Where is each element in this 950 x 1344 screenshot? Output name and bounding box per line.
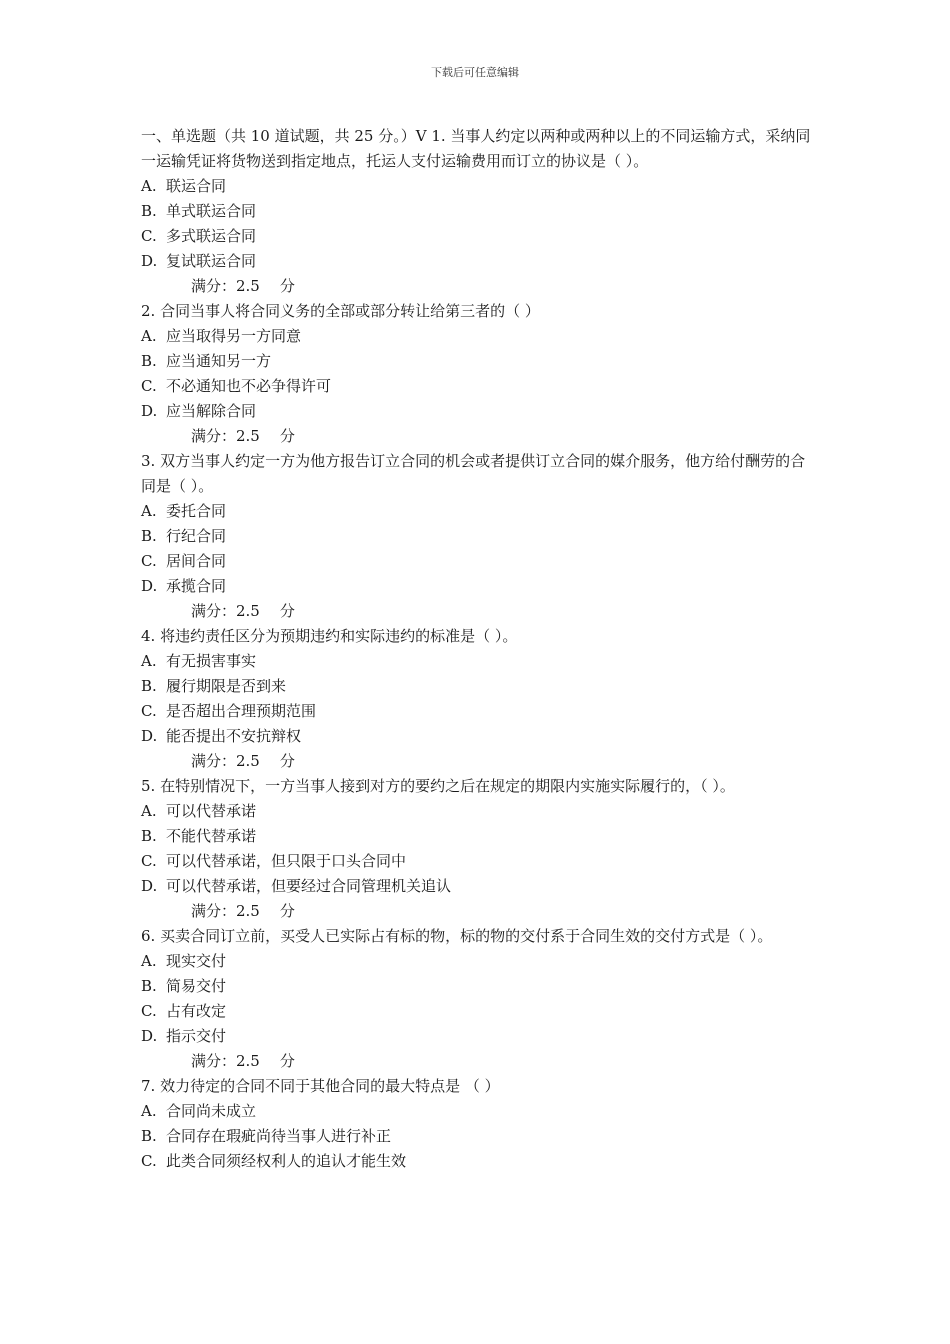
score-line: 满分：2.5 分 [191,602,295,620]
option-c: C. 此类合同须经权利人的追认才能生效 [141,1152,407,1170]
question-text: 4. 将违约责任区分为预期违约和实际违约的标准是（ ）。 [141,627,518,645]
question-text: 3. 双方当事人约定一方为他方报告订立合同的机会或者提供订立合同的媒介服务，他方给付酬劳的合同是（ ）。 [141,452,806,495]
option-c: C. 居间合同 [141,552,227,570]
question-text: 7. 效力待定的合同不同于其他合同的最大特点是 （ ） [141,1077,500,1095]
option-b: B. 行纪合同 [141,527,227,545]
document-body [141,124,813,1174]
question-text: 2. 合同当事人将合同义务的全部或部分转让给第三者的（ ） [141,302,540,320]
option-a: A. 现实交付 [141,952,227,970]
option-d: D. 承揽合同 [141,577,227,595]
option-d: D. 应当解除合同 [141,402,257,420]
option-a: A. 可以代替承诺 [141,802,257,820]
score-line: 满分：2.5 分 [191,277,295,295]
question-text: 6. 买卖合同订立前，买受人已实际占有标的物，标的物的交付系于合同生效的交付方式是（ ）。 [141,927,773,945]
option-b: B. 应当通知另一方 [141,352,272,370]
option-b: B. 简易交付 [141,977,227,995]
option-d: D. 可以代替承诺，但要经过合同管理机关追认 [141,877,452,895]
option-c: C. 占有改定 [141,1002,227,1020]
question-text: 5. 在特别情况下，一方当事人接到对方的要约之后在规定的期限内实施实际履行的，（ ）。 [141,777,735,795]
option-b: B. 单式联运合同 [141,202,257,220]
score-line: 满分：2.5 分 [191,752,295,770]
option-c: C. 多式联运合同 [141,227,257,245]
option-a: A. 应当取得另一方同意 [141,327,302,345]
score-line: 满分：2.5 分 [191,1052,295,1070]
option-d: D. 能否提出不安抗辩权 [141,727,302,745]
option-d: D. 复试联运合同 [141,252,257,270]
section-intro: 一、单选题（共 10 道试题，共 25 分。）V 1. 当事人约定以两种或两种以上的不同运输方式，采纳同一运输凭证将货物送到指定地点，托运人支付运输费用而订立的协议是（ ）。 [141,127,811,170]
option-b: B. 合同存在瑕疵尚待当事人进行补正 [141,1127,392,1145]
option-c: C. 是否超出合理预期范围 [141,702,317,720]
option-b: B. 不能代替承诺 [141,827,257,845]
score-line: 满分：2.5 分 [191,427,295,445]
page-header: 下载后可任意编辑 [431,66,519,79]
option-a: A. 委托合同 [141,502,227,520]
option-a: A. 合同尚未成立 [141,1102,257,1120]
option-c: C. 可以代替承诺，但只限于口头合同中 [141,852,407,870]
option-a: A. 有无损害事实 [141,652,257,670]
option-d: D. 指示交付 [141,1027,227,1045]
option-b: B. 履行期限是否到来 [141,677,287,695]
option-c: C. 不必通知也不必争得许可 [141,377,332,395]
score-line: 满分：2.5 分 [191,902,295,920]
option-a: A. 联运合同 [141,177,227,195]
